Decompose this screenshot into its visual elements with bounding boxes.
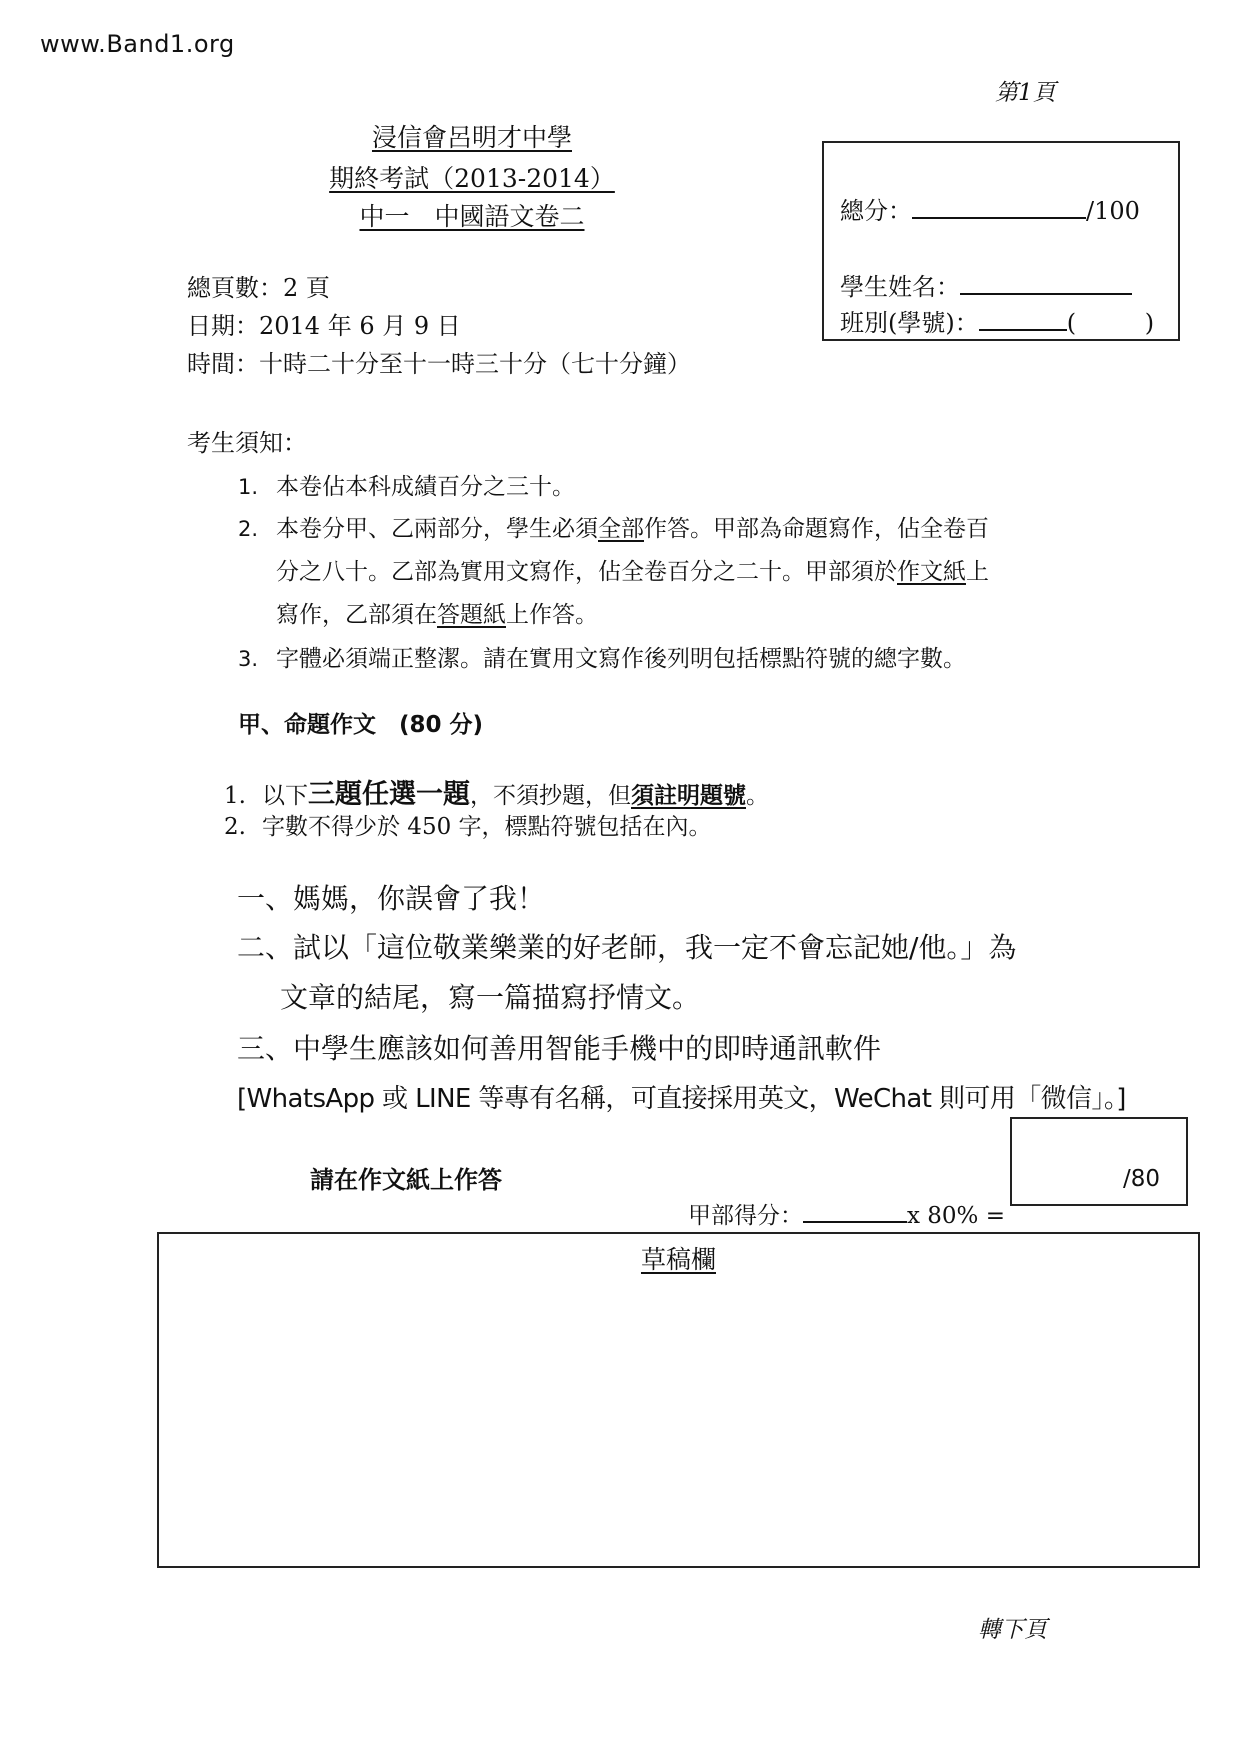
topic-2: 二、試以「這位敬業樂業的好老師，我一定不會忘記她/他。」為 [237, 931, 1017, 964]
topic-1: 一、媽媽，你誤會了我！ [237, 882, 546, 915]
rule-3: 3. 字體必須端正整潔。請在實用文寫作後列明包括標點符號的總字數。 [238, 646, 966, 672]
total-pages: 總頁數：2 頁 [187, 274, 330, 302]
exam-date: 日期：2014 年 6 月 9 日 [187, 312, 461, 340]
draft-label: 草稿欄 [640, 1245, 716, 1274]
notice-title: 考生須知： [187, 429, 307, 457]
part-a-score-blank[interactable] [803, 1221, 907, 1223]
turn-page-note: 轉下頁 [978, 1617, 1047, 1643]
draft-area[interactable] [157, 1232, 1200, 1568]
student-name-blank[interactable] [960, 293, 1132, 295]
score-box [822, 141, 1180, 341]
student-number-blank[interactable]: ( ) [1066, 309, 1155, 337]
requirement-2: 2. 字數不得少於 450 字，標點符號包括在內。 [224, 814, 712, 840]
student-name-line: 學生姓名： [840, 267, 1132, 302]
school-name: 浸信會呂明才中學 [371, 123, 572, 152]
part-a-total: /80 [1122, 1166, 1160, 1192]
rule-2-cont-1: 分之八十。乙部為實用文寫作，佔全卷百分之二十。甲部須於作文紙上 [276, 559, 989, 585]
paper-name: 中一 中國語文卷二 [359, 202, 585, 231]
rule-2: 2. 本卷分甲、乙兩部分，學生必須全部作答。甲部為命題寫作，佔全卷百 [238, 516, 989, 542]
watermark-url: www.Band1.org [40, 30, 235, 58]
page-number: 第1頁 [995, 80, 1056, 106]
part-a-score-box [1010, 1117, 1188, 1206]
topic-3-cont: [WhatsApp 或 LINE 等專有名稱，可直接採用英文，WeChat 則可用「微信」。] [237, 1084, 1126, 1114]
class-number-line: 班別(學號)： ( ) [840, 309, 1155, 337]
topic-2-cont: 文章的結尾，寫一篇描寫抒情文。 [280, 981, 701, 1014]
class-blank[interactable] [979, 329, 1067, 331]
exam-time: 時間：十時二十分至十一時三十分（七十分鐘） [187, 350, 691, 378]
total-score-blank[interactable] [912, 217, 1086, 219]
requirement-1: 1. 以下三題任選一題，不須抄題，但須註明題號。 [224, 779, 769, 810]
topic-3: 三、中學生應該如何善用智能手機中的即時通訊軟件 [237, 1032, 882, 1065]
exam-name: 期終考試（2013-2014） [329, 164, 615, 193]
total-score-line: 總分： /100 [840, 197, 1140, 225]
answer-instruction: 請在作文紙上作答 [310, 1166, 502, 1194]
rule-1: 1. 本卷佔本科成績百分之三十。 [238, 474, 575, 500]
section-a-title: 甲、命題作文 (80 分) [238, 712, 484, 738]
part-a-score-line: 甲部得分： x 80% = [688, 1203, 1005, 1229]
rule-2-cont-2: 寫作，乙部須在答題紙上作答。 [276, 602, 598, 628]
